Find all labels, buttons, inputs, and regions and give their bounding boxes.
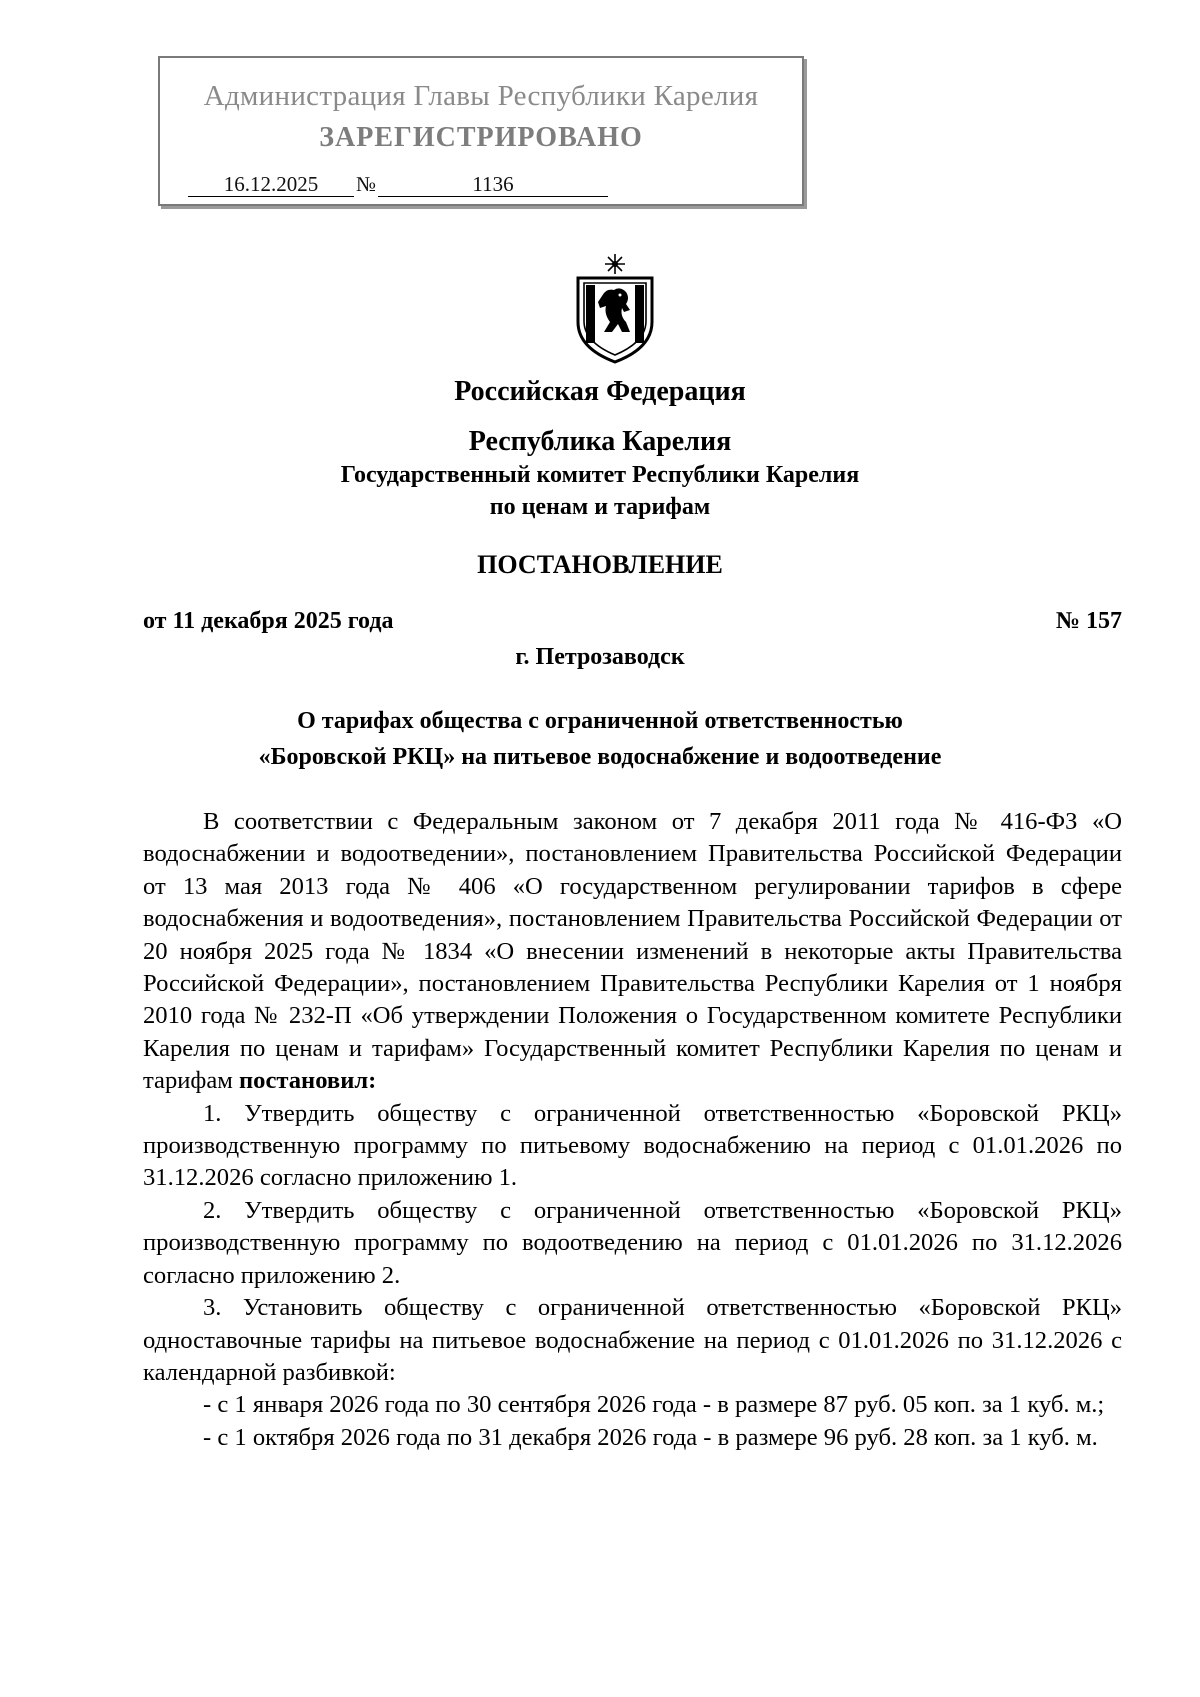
preamble-paragraph — [143, 806, 1122, 1098]
stamp-number-sign: № — [356, 172, 377, 196]
item-1-paragraph: 1. Утвердить обществу с ограниченной ответственностью «Боровской РКЦ» производственную программу по питьевому водоснабжению на период с 01.01.2026 по 31.12.2026 согласно приложению 1. — [143, 1099, 1122, 1192]
republic-heading: Республика Карелия — [468, 426, 732, 457]
country-heading: Российская Федерация — [454, 376, 746, 407]
committee-heading-line1: Государственный комитет Республики Карелия — [340, 462, 860, 488]
tariff-period-2: - с 1 октября 2026 года по 31 декабря 2026 года - в размере 96 руб. 28 коп. за 1 куб. м. — [203, 1423, 1098, 1451]
stamp-number: 1136 — [378, 172, 608, 197]
karelia-coat-of-arms-icon — [572, 252, 658, 364]
document-body — [143, 806, 1122, 1454]
document-date: от 11 декабря 2025 года — [143, 608, 394, 634]
stamp-date: 16.12.2025 — [188, 172, 354, 197]
tariff-period-1: - с 1 января 2026 года по 30 сентября 2026 года - в размере 87 руб. 05 коп. за 1 куб. м.; — [203, 1391, 1105, 1419]
committee-heading-line2: по ценам и тарифам — [489, 494, 711, 520]
preamble-text: В соответствии с Федеральным законом от 7 декабря 2011 года № 416-ФЗ «О водоснабжении и водоотведении», постановлением Правительства Российской Федерации от 13 мая 2013 года № 406 «О государственном регулировании тарифов в сфере водоснабжения и водоотведения», постановлением Правительства Российской Федерации от 20 ноября 2025 года № 1834 «О внесении изменений в некоторые акты Правительства Российской Федерации», постановлением Правительства Республики Карелия от 1 ноября 2010 года № 232-П «Об утверждении Положения о Государственном комитете Республики Карелия по ценам и тарифам» Государственный комитет Республики Карелия по ценам и тарифам — [143, 808, 1122, 1095]
document-city: г. Петрозаводск — [515, 644, 685, 670]
registration-stamp — [158, 56, 804, 206]
document-title-line1: О тарифах общества с ограниченной ответственностью — [297, 708, 903, 734]
stamp-organization: Администрация Главы Республики Карелия — [203, 80, 759, 112]
document-type: ПОСТАНОВЛЕНИЕ — [477, 550, 723, 579]
stamp-status: ЗАРЕГИСТРИРОВАНО — [319, 122, 643, 153]
stamp-registration-line — [188, 172, 608, 197]
item-3-paragraph: 3. Установить обществу с ограниченной ответственностью «Боровской РКЦ» одноставочные тарифы на питьевое водоснабжение на период с 01.01.2026 по 31.12.2026 с календарной разбивкой: — [143, 1294, 1122, 1386]
document-number: № 157 — [1055, 608, 1122, 634]
document-title-line2: «Боровской РКЦ» на питьевое водоснабжение и водоотведение — [258, 744, 942, 770]
preamble-decision: постановил: — [239, 1067, 377, 1095]
item-2-paragraph: 2. Утвердить обществу с ограниченной ответственностью «Боровской РКЦ» производственную программу по водоотведению на период с 01.01.2026 по 31.12.2026 согласно приложению 2. — [143, 1196, 1122, 1289]
